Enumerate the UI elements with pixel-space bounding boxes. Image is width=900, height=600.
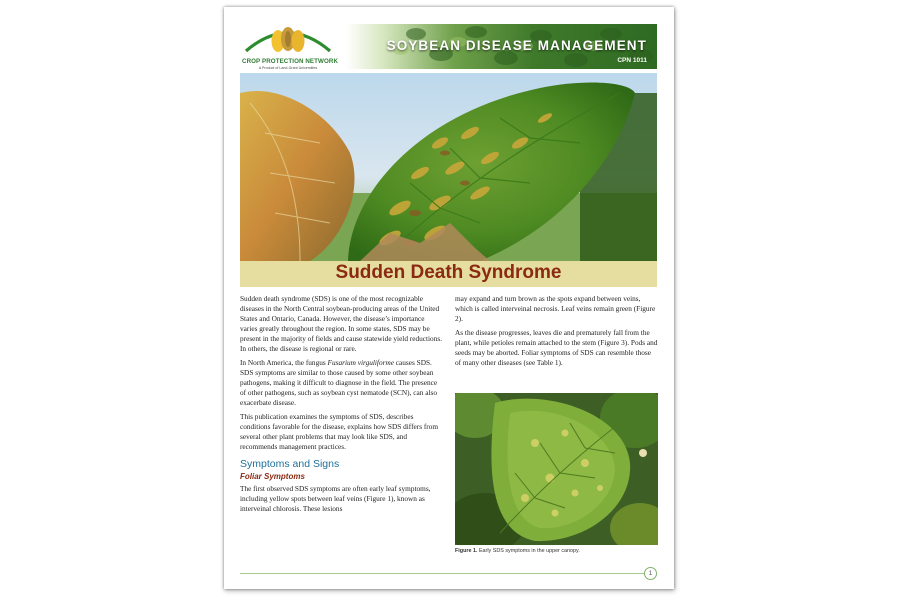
header-banner: [346, 24, 657, 69]
figure-1-caption: [455, 548, 658, 554]
title-band: [240, 261, 657, 287]
hero-leaf-photo: [240, 73, 657, 261]
crop-protection-network-logo: [242, 21, 339, 70]
left-column: [240, 294, 443, 518]
logo-name: CROP PROTECTION NETWORK: [242, 58, 339, 65]
figure-caption-text: Early SDS symptoms in the upper canopy.: [477, 548, 580, 554]
necrosis-paragraph: may expand and turn brown as the spots expand between veins, which is called interveinal necrosis. Leaf veins remain green (Figure 2).: [455, 294, 656, 323]
document-page: [224, 7, 674, 589]
pathogen-species: Fusarium virguliforme: [327, 358, 394, 367]
progression-paragraph: As the disease progresses, leaves die and prematurely fall from the plant, while petioles remain attached to the stem (Figure 3). Pods and seeds may be aborted. Foliar symptoms of SDS can resemble those of many other diseases (see Table 1).: [455, 328, 658, 367]
logo-mark-icon: [242, 21, 334, 59]
logo-tagline: A Product of Land-Grant Universities: [258, 66, 318, 70]
foliar-paragraph: The first observed SDS symptoms are often early leaf symptoms, including yellow spots between leaf veins (Figure 1), known as interveinal chlorosis. These lesions: [240, 484, 431, 513]
figure-label: Figure 1.: [455, 548, 478, 554]
page-number: 1: [644, 567, 657, 580]
section-heading: Symptoms and Signs: [240, 458, 340, 470]
publication-code: CPN 1011: [617, 57, 647, 64]
subsection-heading: Foliar Symptoms: [240, 472, 305, 481]
pathogen-text-end: causes SDS. SDS symptoms are similar to those caused by some other soybean pathogens, making it difficult to diagnose in the field. The presence of other pathogens, such as soybean cyst nematode (SCN), can also exacerbate disease.: [240, 358, 438, 407]
right-column: [455, 294, 658, 372]
banner-title: SOYBEAN DISEASE MANAGEMENT: [386, 38, 647, 53]
pathogen-text-start: In North America, the fungus: [240, 358, 328, 367]
document-title: Sudden Death Syndrome: [335, 262, 562, 283]
intro-paragraph: Sudden death syndrome (SDS) is one of the most recognizable diseases in the North Central soybean-producing areas of the United States and Ontario, Canada. However, the disease’s importance varies greatly throughout the region. In some states, SDS may be present in the majority of fields and cause statewide yield reductions. In others, the disease is regional or rare.: [240, 294, 443, 353]
footer-rule: [240, 573, 645, 574]
figure-1-photo: [455, 393, 658, 545]
pathogen-paragraph: [240, 358, 443, 408]
scope-paragraph: This publication examines the symptoms of SDS, describes conditions favorable for the disease, explains how SDS differs from several other plant problems that may look like SDS, and recommends management practices.: [240, 412, 439, 451]
